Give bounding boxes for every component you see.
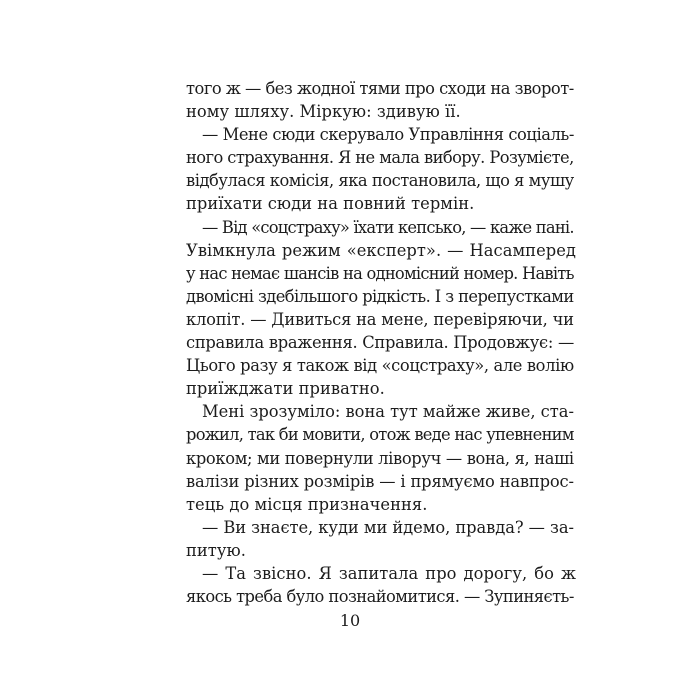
- text-line: Цього разу я також від «соцстраху», але волію: [186, 356, 574, 376]
- text-line: справила враження. Справила. Продовжує: —: [186, 333, 574, 353]
- text-line: тець до місця призначення.: [186, 494, 428, 514]
- text-line: у нас немає шансів на одномісний номер. Навіть: [186, 263, 574, 283]
- text-line: рожил, так би мовити, отож веде нас упевненим: [186, 425, 574, 445]
- text-line: — Від «соцстраху» їхати кепсько, — каже пані.: [202, 217, 574, 237]
- text-line: ному шляху. Міркую: здивую її.: [186, 102, 461, 122]
- text-line: — Ви знаєте, куди ми йдемо, правда? — за-: [202, 517, 574, 537]
- text-line: приїхати сюди на повний термін.: [186, 194, 475, 214]
- text-line: якось треба було познайомитися. — Зупиняєть-: [186, 587, 574, 607]
- text-line: — Мене сюди скерувало Управління соціаль-: [202, 125, 574, 145]
- text-line: валізи різних розмірів — і прямуємо навпрос-: [186, 471, 574, 491]
- text-line: — Та звісно. Я запитала про дорогу, бо ж: [202, 563, 576, 583]
- text-line: двомісні здебільшого рідкість. І з перепустками: [186, 286, 574, 306]
- page-number: 10: [339, 611, 361, 630]
- body-text: [186, 77, 576, 608]
- text-line: Мені зрозуміло: вона тут майже живе, ста-: [202, 402, 574, 422]
- text-line: приїжджати приватно.: [186, 379, 385, 399]
- text-line: ного страхування. Я не мала вибору. Розумієте,: [186, 148, 574, 168]
- text-line: Увімкнула режим «експерт». — Насамперед: [186, 240, 576, 260]
- text-line: кроком; ми повернули ліворуч — вона, я, наші: [186, 448, 574, 468]
- text-line: відбулася комісія, яка постановила, що я мушу: [186, 171, 574, 191]
- text-line: клопіт. — Дивиться на мене, перевіряючи, чи: [186, 309, 574, 329]
- text-line: питую.: [186, 540, 246, 560]
- text-line: того ж — без жодної тями про сходи на зворот-: [186, 79, 574, 98]
